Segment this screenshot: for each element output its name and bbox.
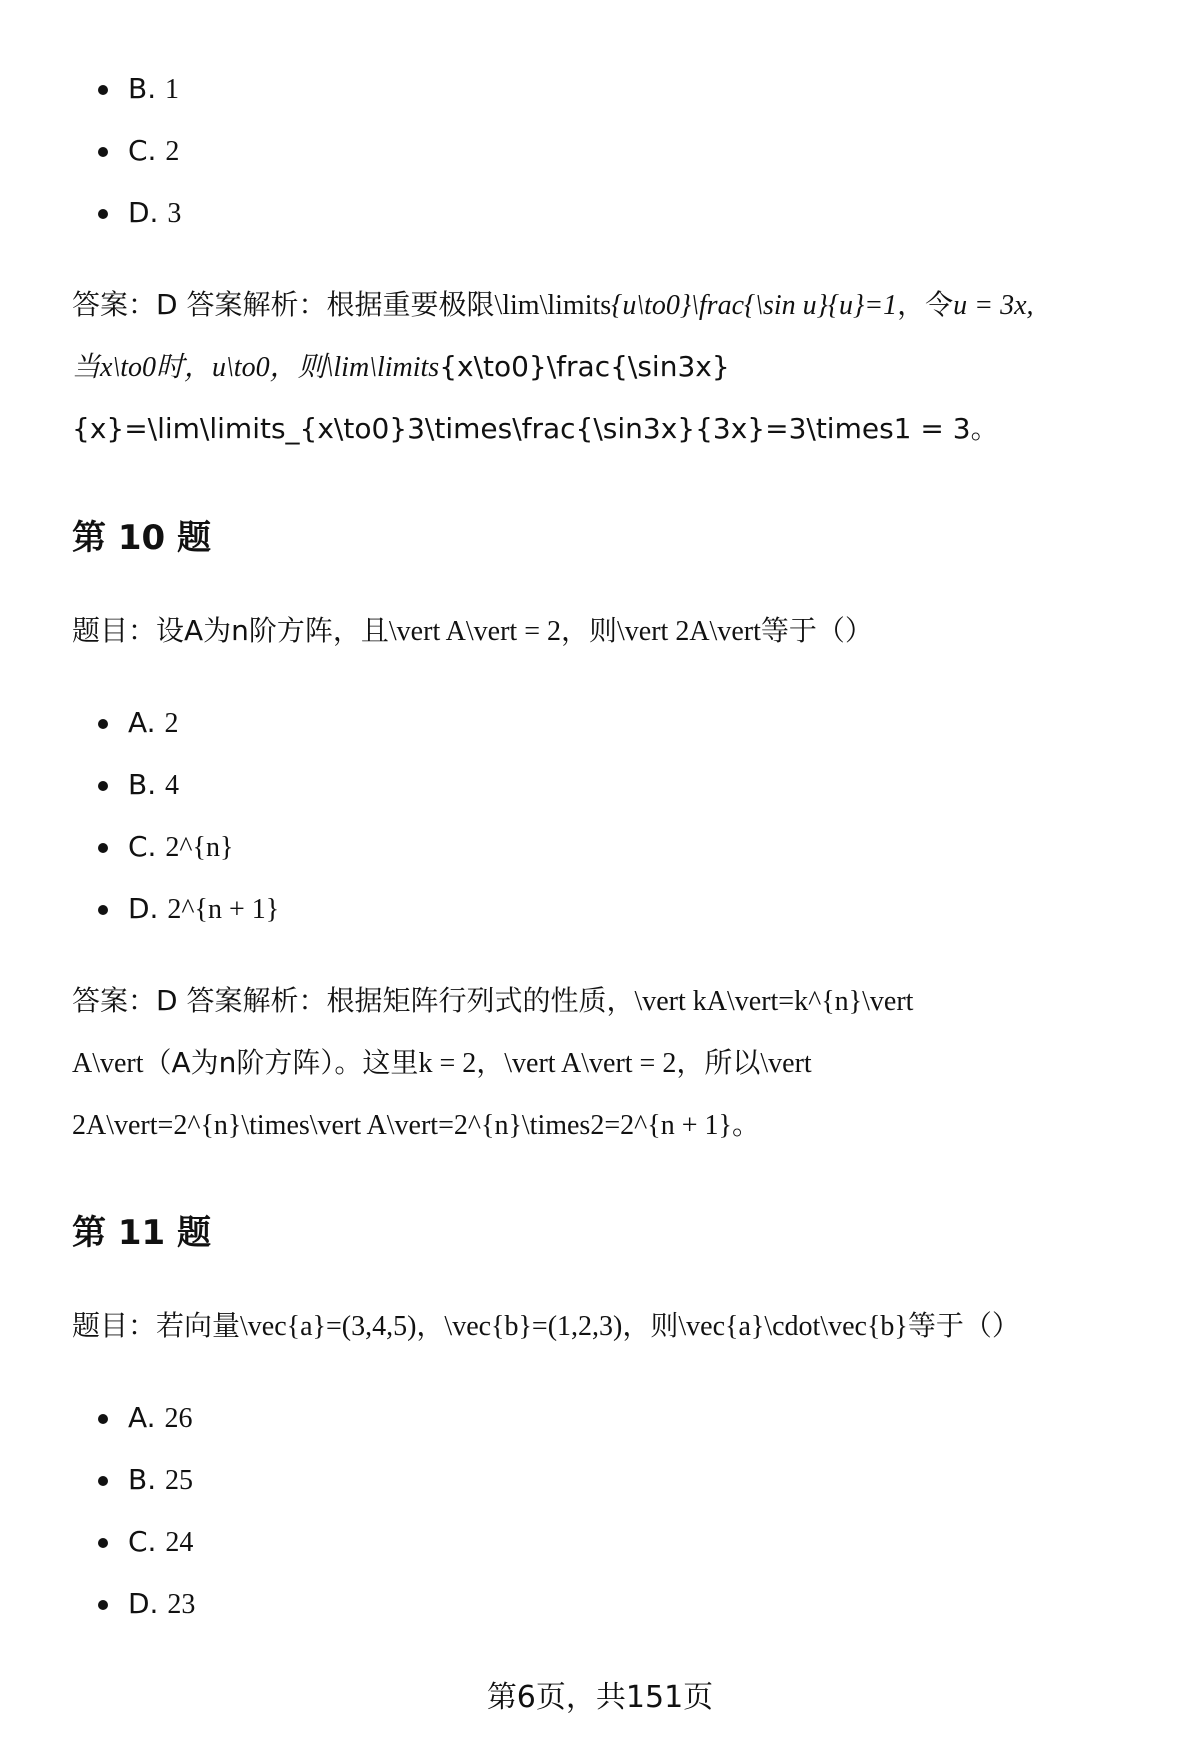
q11-question — [72, 1295, 1152, 1358]
answer-math: \lim\limits — [494, 290, 612, 321]
answer-text: ，所以 — [676, 1046, 761, 1079]
option-letter: C. — [128, 1525, 157, 1558]
answer-math: u\to0 — [212, 352, 270, 383]
q10-option-a — [0, 692, 1200, 754]
q10-answer-line-3 — [72, 1094, 1152, 1157]
answer-text: ，则 — [269, 350, 326, 383]
question-math: \vec{a}=(3,4,5) — [240, 1311, 417, 1342]
q9-answer-line-2 — [72, 336, 1152, 399]
option-value: 4 — [165, 770, 180, 801]
q11-option-c — [0, 1511, 1200, 1573]
page-number-footer: 第6页，共151页 — [486, 1680, 714, 1715]
answer-text: 。 — [731, 1108, 760, 1141]
question-text: 题目：设A为n阶方阵，且 — [72, 614, 389, 647]
q10-heading: 第 10 题 — [72, 518, 211, 558]
answer-math: x\to0 — [100, 352, 157, 383]
q11-option-list — [0, 1387, 1200, 1635]
answer-text: {x\to0}\frac{\sin3x} — [439, 350, 730, 383]
question-math: \vert A\vert = 2 — [388, 616, 561, 647]
option-value: 2^{n + 1} — [167, 894, 280, 925]
option-letter: B. — [128, 768, 157, 801]
answer-text: {x}=\lim\limits_{x\to0}3\times\frac{\sin3x}{3x}=3\times1 = 3。 — [72, 412, 999, 445]
q10-option-c — [0, 816, 1200, 878]
option-value: 2^{n} — [165, 832, 234, 863]
option-value: 24 — [165, 1527, 194, 1558]
option-letter: C. — [128, 134, 157, 167]
q9-option-c — [0, 120, 1200, 182]
answer-text: （A为n阶方阵）。这里 — [143, 1046, 419, 1079]
option-letter: B. — [128, 72, 157, 105]
q11-option-d — [0, 1573, 1200, 1635]
question-text: ，则 — [561, 614, 618, 647]
q9-option-d — [0, 182, 1200, 244]
q11-option-a — [0, 1387, 1200, 1449]
answer-text: ， — [476, 1046, 505, 1079]
option-value: 26 — [164, 1403, 193, 1434]
answer-math: k = 2 — [418, 1048, 477, 1079]
answer-text: ，令 — [897, 288, 954, 321]
option-letter: D. — [128, 196, 159, 229]
question-text: 等于（） — [760, 614, 873, 647]
q11-heading: 第 11 题 — [72, 1213, 211, 1253]
answer-math: \vert A\vert = 2 — [504, 1048, 677, 1079]
q10-answer-line-1 — [72, 970, 1152, 1033]
answer-math: A\vert — [72, 1048, 144, 1079]
question-text: ， — [416, 1309, 445, 1342]
q10-question — [72, 600, 1152, 663]
option-value: 2 — [165, 136, 180, 167]
answer-math: \vert — [760, 1048, 812, 1079]
option-letter: A. — [128, 1401, 156, 1434]
question-text: ，则 — [622, 1309, 679, 1342]
answer-text: 时， — [156, 350, 213, 383]
answer-math: u = 3x, — [953, 290, 1034, 321]
q9-answer-line-1 — [72, 274, 1152, 337]
q10-option-d — [0, 878, 1200, 940]
q9-answer-line-3 — [72, 398, 1152, 460]
option-letter: A. — [128, 706, 156, 739]
q10-option-list — [0, 692, 1200, 940]
option-value: 3 — [167, 198, 182, 229]
answer-text: 答案：D 答案解析：根据矩阵行列式的性质， — [72, 984, 635, 1017]
option-letter: D. — [128, 1587, 159, 1620]
question-text: 题目：若向量 — [72, 1309, 241, 1342]
question-math: \vec{b}=(1,2,3) — [444, 1311, 623, 1342]
option-value: 23 — [167, 1589, 196, 1620]
answer-math: \lim\limits — [325, 352, 440, 383]
answer-math: 2A\vert=2^{n}\times\vert A\vert=2^{n}\times2=2^{n + 1} — [72, 1110, 732, 1141]
question-math: \vec{a}\cdot\vec{b} — [678, 1311, 908, 1342]
answer-math: \vert kA\vert=k^{n}\vert — [634, 986, 914, 1017]
q10-answer-line-2 — [72, 1032, 1152, 1095]
option-letter: C. — [128, 830, 157, 863]
q10-option-b — [0, 754, 1200, 816]
question-text: 等于（） — [907, 1309, 1020, 1342]
answer-text: 当 — [72, 350, 101, 383]
answer-math: {u\to0}\frac{\sin u}{u}=1 — [611, 290, 898, 321]
q9-option-b — [0, 58, 1200, 120]
option-letter: D. — [128, 892, 159, 925]
option-value: 2 — [164, 708, 179, 739]
q9-option-list — [0, 58, 1200, 244]
answer-text: 答案：D 答案解析：根据重要极限 — [72, 288, 495, 321]
option-value: 1 — [165, 74, 180, 105]
q11-option-b — [0, 1449, 1200, 1511]
question-math: \vert 2A\vert — [617, 616, 761, 647]
option-letter: B. — [128, 1463, 157, 1496]
option-value: 25 — [165, 1465, 194, 1496]
